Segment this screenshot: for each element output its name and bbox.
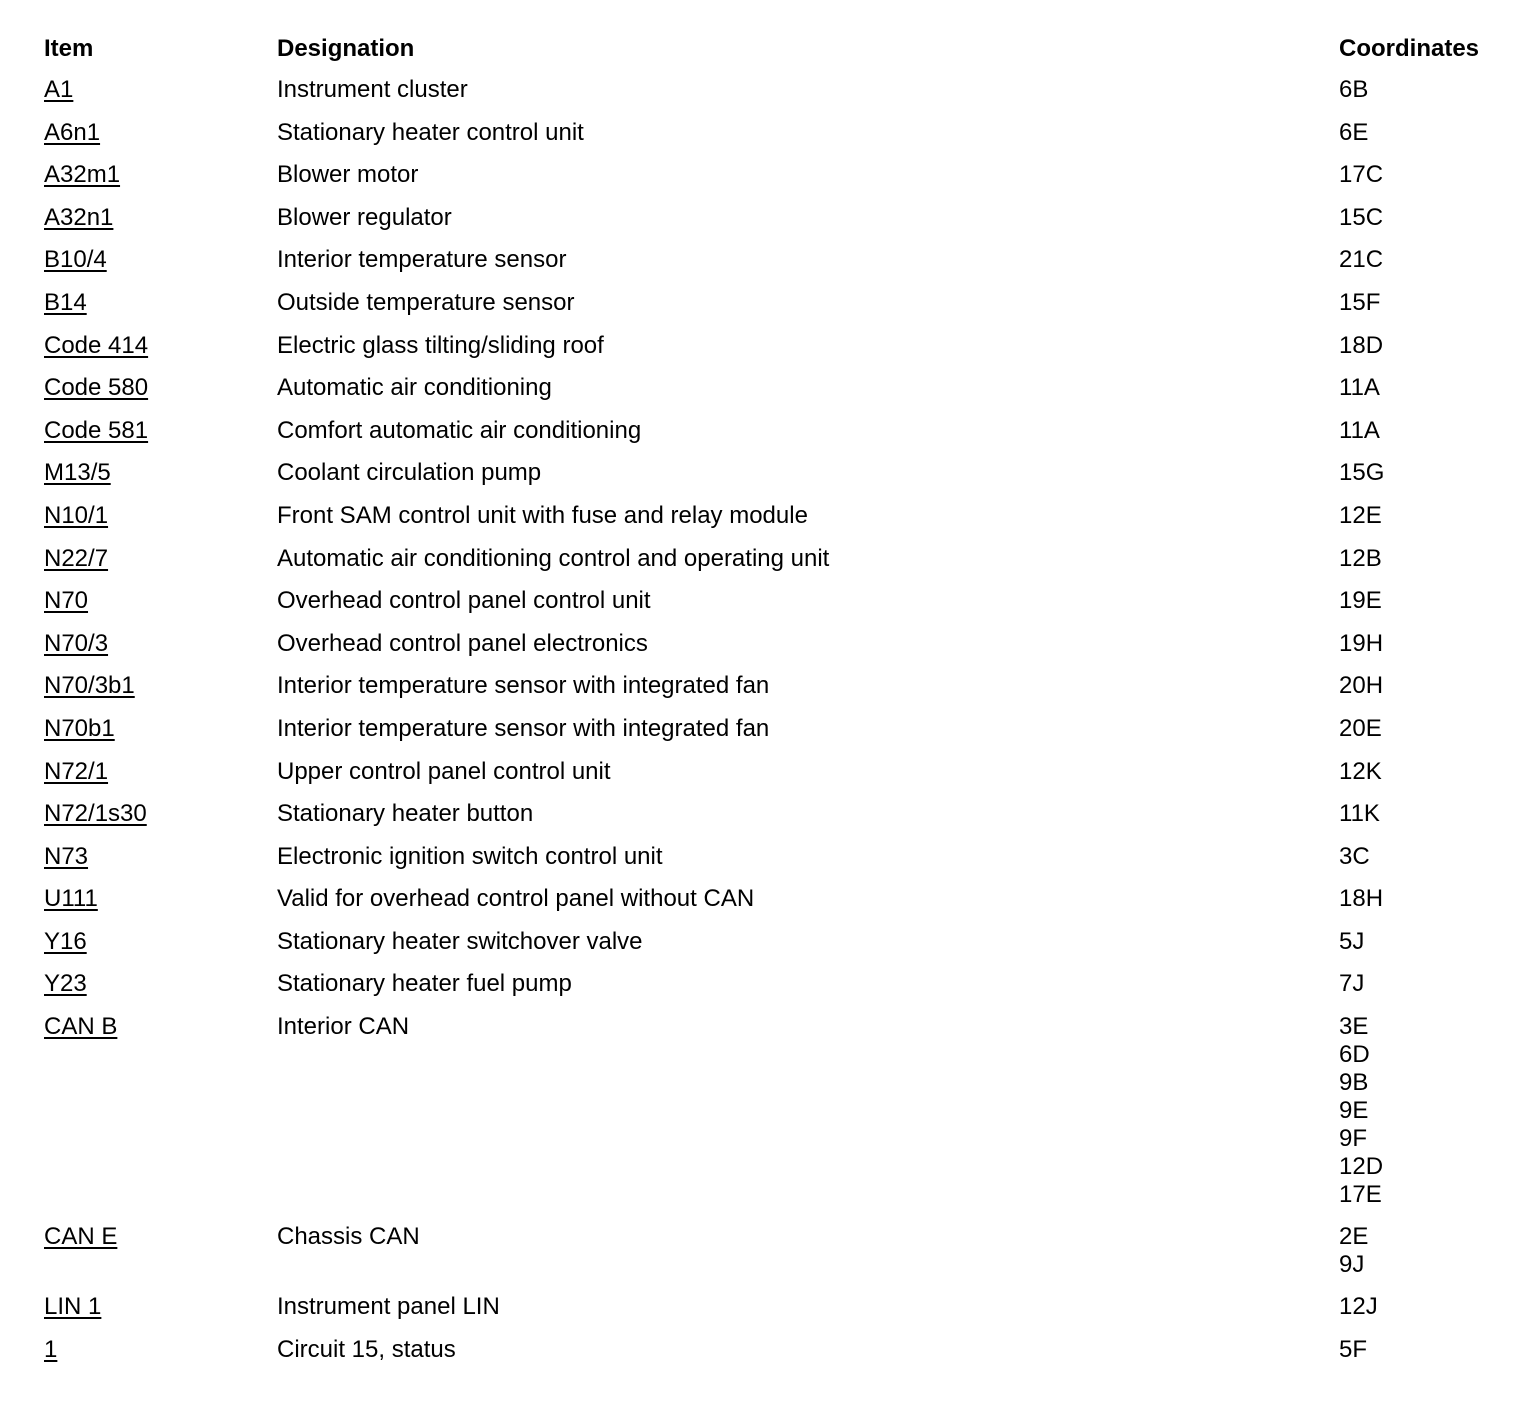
coordinates-cell [1339,246,1514,274]
item-link[interactable]: N72/1 [44,757,109,785]
table-row [44,119,1514,162]
designation-cell: Valid for overhead control panel without CAN [277,885,755,913]
coordinate-value: 9B [1339,1069,1369,1097]
coordinate-value: 5J [1339,927,1365,955]
coordinates-cell [1339,289,1514,317]
item-cell [44,332,277,360]
designation-cell: Comfort automatic air conditioning [277,416,642,444]
item-cell [44,928,277,956]
header-coordinates: Coordinates [1339,35,1480,62]
coordinate-value: 7J [1339,970,1365,998]
item-cell [44,289,277,317]
item-link[interactable]: B14 [44,288,87,316]
item-cell [44,204,277,232]
coordinates-cell [1339,672,1514,700]
item-cell [44,76,277,104]
item-cell [44,885,277,913]
designation-cell: Interior temperature sensor with integrated fan [277,672,770,700]
designation-cell: Overhead control panel control unit [277,587,651,615]
item-link[interactable]: Code 580 [44,374,149,402]
item-link[interactable]: B10/4 [44,246,107,274]
designation-cell: Coolant circulation pump [277,459,542,487]
coordinate-value: 15C [1339,203,1384,231]
item-cell [44,1223,277,1251]
table-row [44,1013,1514,1223]
designation-cell: Circuit 15, status [277,1335,456,1363]
coordinates-cell [1339,1223,1514,1279]
coordinates-cell [1339,1336,1514,1364]
table-row [44,715,1514,758]
item-link[interactable]: A32n1 [44,203,114,231]
table-row [44,417,1514,460]
coordinate-value: 12B [1339,544,1382,572]
designation-cell: Automatic air conditioning control and operating unit [277,544,830,572]
item-link[interactable]: A32m1 [44,161,121,189]
table-header [44,30,1514,76]
coordinate-value: 12J [1339,1293,1378,1321]
item-link[interactable]: N70/3 [44,629,109,657]
table-row [44,332,1514,375]
coordinates-cell [1339,587,1514,615]
item-cell [44,246,277,274]
coordinates-cell [1339,758,1514,786]
coordinate-value: 12E [1339,501,1382,529]
coordinates-cell [1339,119,1514,147]
coordinates-cell [1339,459,1514,487]
coordinate-value: 18H [1339,885,1384,913]
coordinate-value: 11A [1339,416,1380,444]
table-row [44,928,1514,971]
item-link[interactable]: N70 [44,587,89,615]
item-cell [44,758,277,786]
item-link[interactable]: N22/7 [44,544,109,572]
coordinate-value: 6B [1339,76,1369,103]
item-cell [44,119,277,147]
item-cell [44,417,277,445]
item-link[interactable]: LIN 1 [44,1293,102,1321]
designation-cell: Interior CAN [277,1013,410,1041]
designation-cell: Stationary heater switchover valve [277,927,643,955]
coordinates-cell [1339,374,1514,402]
coordinates-cell [1339,76,1514,104]
item-link[interactable]: Code 414 [44,331,149,359]
coordinates-cell [1339,545,1514,573]
coordinate-value: 15F [1339,288,1381,316]
coordinate-value: 19H [1339,629,1384,657]
coordinate-value: 12K [1339,757,1382,785]
designation-cell: Automatic air conditioning [277,374,552,402]
header-designation: Designation [277,35,415,62]
item-cell [44,459,277,487]
coordinates-cell [1339,928,1514,956]
item-cell [44,843,277,871]
table-row [44,204,1514,247]
designation-cell: Blower motor [277,161,419,189]
item-link[interactable]: A1 [44,76,74,103]
designation-cell: Upper control panel control unit [277,757,611,785]
coordinates-cell [1339,417,1514,445]
item-cell [44,1013,277,1041]
coordinate-value: 20E [1339,714,1382,742]
item-link[interactable]: N10/1 [44,501,109,529]
table-row [44,1293,1514,1336]
item-link[interactable]: 1 [44,1335,58,1363]
coordinates-cell [1339,204,1514,232]
item-cell [44,1293,277,1321]
item-cell [44,161,277,189]
designation-cell: Outside temperature sensor [277,288,575,316]
designation-cell: Stationary heater control unit [277,118,584,146]
designation-cell: Instrument panel LIN [277,1293,500,1321]
coordinate-value: 3E [1339,1013,1369,1041]
coordinate-value: 15G [1339,459,1385,487]
table-row [44,800,1514,843]
table-row [44,374,1514,417]
item-link[interactable]: Code 581 [44,416,149,444]
item-cell [44,1336,277,1364]
item-cell [44,630,277,658]
designation-cell: Instrument cluster [277,76,468,103]
coordinates-cell [1339,843,1514,871]
item-cell [44,502,277,530]
table-row [44,502,1514,545]
table-row [44,1223,1514,1293]
designation-cell: Overhead control panel electronics [277,629,648,657]
item-link[interactable]: Y16 [44,927,87,955]
table-row [44,289,1514,332]
coordinates-cell [1339,161,1514,189]
item-link[interactable]: CAN B [44,1013,118,1041]
coordinate-value: 2E [1339,1223,1369,1251]
coordinate-value: 17E [1339,1181,1382,1209]
coordinate-value: 21C [1339,246,1384,274]
table-row [44,587,1514,630]
table-row [44,161,1514,204]
table-row [44,545,1514,588]
coordinate-value: 18D [1339,331,1384,359]
item-cell [44,374,277,402]
designation-cell: Interior temperature sensor [277,246,567,274]
coordinates-cell [1339,970,1514,998]
item-link[interactable]: N73 [44,842,89,870]
item-cell [44,800,277,828]
table-row [44,843,1514,886]
item-cell [44,970,277,998]
coordinates-cell [1339,715,1514,743]
designation-cell: Interior temperature sensor with integrated fan [277,714,770,742]
item-link[interactable]: N70b1 [44,714,115,742]
table-row [44,672,1514,715]
designation-cell: Electric glass tilting/sliding roof [277,331,604,359]
table-row [44,885,1514,928]
designation-cell: Stationary heater button [277,800,534,828]
table-body [44,76,1514,1378]
coordinates-cell [1339,1013,1514,1209]
designation-cell: Blower regulator [277,203,452,231]
item-link[interactable]: A6n1 [44,118,101,146]
coordinate-value: 17C [1339,161,1384,189]
item-link[interactable]: U111 [44,885,98,913]
coordinate-value: 3C [1339,842,1370,870]
item-cell [44,715,277,743]
coordinate-value: 12D [1339,1153,1384,1181]
designation-cell: Front SAM control unit with fuse and relay module [277,501,808,529]
coordinates-cell [1339,800,1514,828]
item-cell [44,587,277,615]
coordinates-cell [1339,502,1514,530]
coordinate-value: 9E [1339,1097,1369,1125]
coordinate-value: 20H [1339,672,1384,700]
coordinate-value: 5F [1339,1335,1368,1363]
coordinates-cell [1339,630,1514,658]
designation-cell: Stationary heater fuel pump [277,970,572,998]
table-row [44,459,1514,502]
item-link[interactable]: N72/1s30 [44,800,147,828]
item-link[interactable]: N70/3b1 [44,672,135,700]
table-row [44,630,1514,673]
item-link[interactable]: M13/5 [44,459,111,487]
designation-cell: Chassis CAN [277,1223,420,1251]
item-link[interactable]: CAN E [44,1223,118,1251]
coordinate-value: 6D [1339,1041,1370,1069]
item-cell [44,545,277,573]
coordinates-cell [1339,885,1514,913]
coordinates-cell [1339,1293,1514,1321]
item-cell [44,672,277,700]
legend-table [44,30,1514,1378]
designation-cell: Electronic ignition switch control unit [277,842,663,870]
table-row [44,246,1514,289]
table-row [44,758,1514,801]
coordinate-value: 11A [1339,374,1380,402]
coordinate-value: 9J [1339,1251,1365,1279]
table-row [44,970,1514,1013]
coordinate-value: 9F [1339,1125,1368,1153]
item-link[interactable]: Y23 [44,970,87,998]
header-item: Item [44,35,94,62]
coordinate-value: 6E [1339,118,1369,146]
coordinates-cell [1339,332,1514,360]
table-row [44,76,1514,119]
coordinate-value: 11K [1339,800,1380,828]
table-row [44,1336,1514,1379]
coordinate-value: 19E [1339,587,1382,615]
